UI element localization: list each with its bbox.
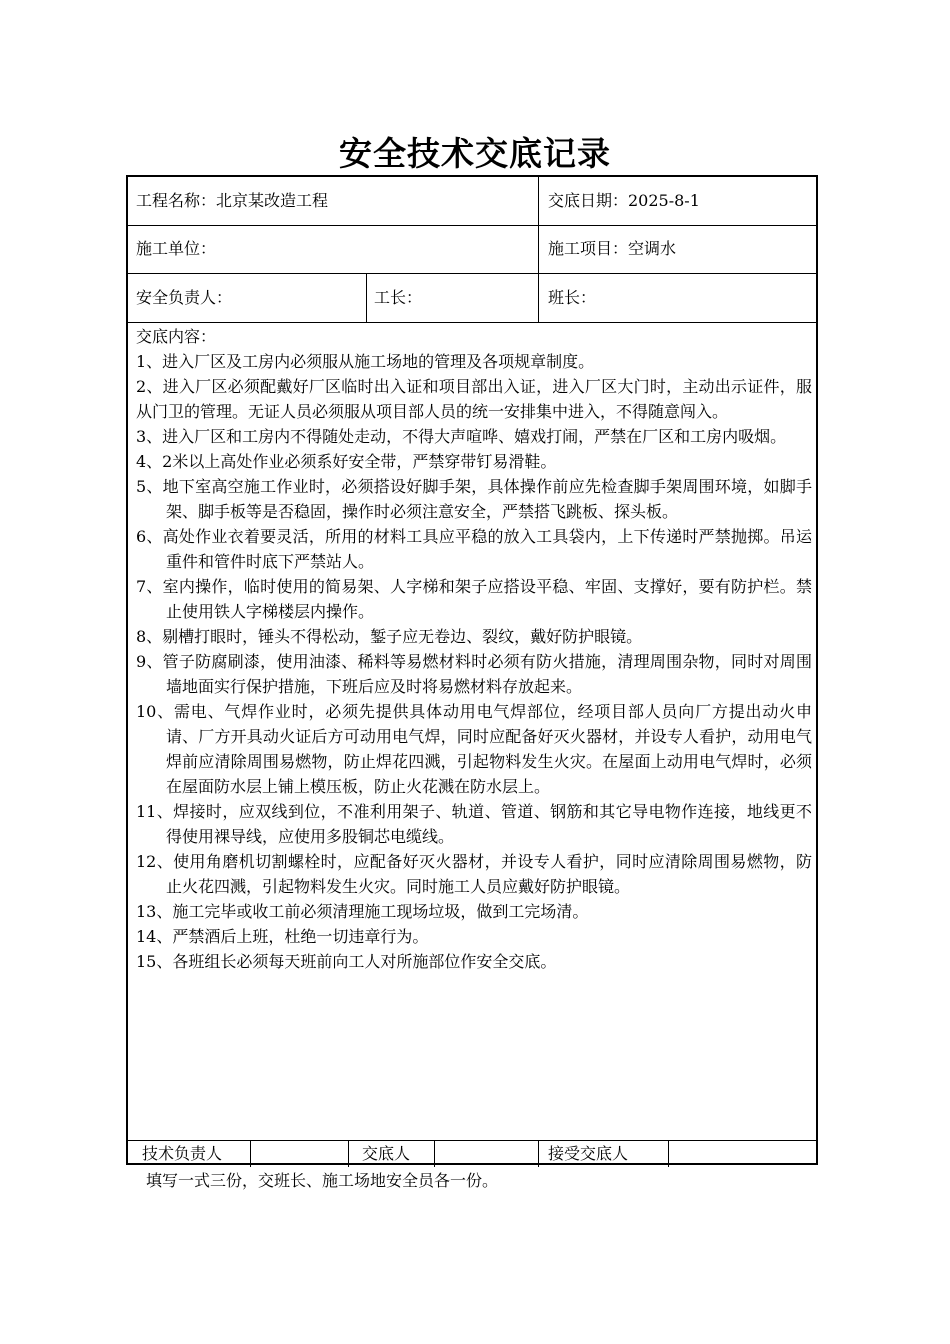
list-item: 9、管子防腐刷漆，使用油漆、稀料等易燃材料时必须有防火措施，清理周围杂物，同时对周围墙地面实行保护措施，下班后应及时将易燃材料存放起来。 (136, 652, 812, 696)
content-heading: 交底内容： (136, 327, 217, 346)
list-item: 13、施工完毕或收工前必须清理施工现场垃圾，做到工完场清。 (136, 902, 589, 921)
list-item: 1、进入厂区及工房内必须服从施工场地的管理及各项规章制度。 (136, 352, 595, 371)
list-item: 2、进入厂区必须配戴好厂区临时出入证和项目部出入证，进入厂区大门时，主动出示证件，服从门卫的管理。无证人员必须服从项目部人员的统一安排集中进入，不得随意闯入。 (136, 377, 812, 421)
row-divider (128, 225, 816, 226)
list-item: 5、地下室高空施工作业时，必须搭设好脚手架，具体操作前应先检查脚手架周围环境，如脚手架、脚手板等是否稳固，操作时必须注意安全，严禁搭飞跳板、探头板。 (136, 477, 812, 521)
page-title: 安全技术交底记录 (339, 134, 611, 173)
col-divider (348, 1140, 349, 1167)
col-divider (538, 177, 539, 322)
unit-field: 施工单位： (136, 239, 217, 258)
list-item: 3、进入厂区和工房内不得随处走动，不得大声喧哗、嬉戏打闹，严禁在厂区和工房内吸烟。 (136, 427, 787, 446)
list-item: 4、2米以上高处作业必须系好安全带，严禁穿带钉易滑鞋。 (136, 452, 557, 471)
row-divider (128, 1140, 816, 1141)
col-divider (434, 1140, 435, 1167)
list-item: 7、室内操作，临时使用的简易架、人字梯和架子应搭设平稳、牢固、支撑好，要有防护栏。禁止使用铁人字梯楼层内操作。 (136, 577, 812, 621)
list-item: 6、高处作业衣着要灵活，所用的材料工具应平稳的放入工具袋内，上下传递时严禁抛掷。吊运重件和管件时底下严禁站人。 (136, 527, 812, 571)
receiver-label: 接受交底人 (548, 1144, 629, 1163)
row-divider (128, 273, 816, 274)
list-item: 11、焊接时，应双线到位，不准利用架子、轨道、管道、钢筋和其它导电物作连接，地线更不得使用裸导线，应使用多股铜芯电缆线。 (136, 802, 812, 846)
foreman-field: 工长： (374, 288, 423, 307)
date-field: 交底日期：2025-8-1 (548, 191, 700, 210)
safety-lead-field: 安全负责人： (136, 288, 233, 307)
item-field: 施工项目：空调水 (548, 239, 677, 258)
briefer-label: 交底人 (362, 1144, 411, 1163)
team-lead-field: 班长： (548, 288, 597, 307)
col-divider (538, 1140, 539, 1167)
list-item: 14、严禁酒后上班，杜绝一切违章行为。 (136, 927, 429, 946)
briefing-content (136, 324, 812, 974)
list-item: 8、剔槽打眼时，锤头不得松动，錾子应无卷边、裂纹，戴好防护眼镜。 (136, 627, 643, 646)
row-divider (128, 322, 816, 323)
footnote: 填写一式三份，交班长、施工场地安全员各一份。 (146, 1171, 499, 1190)
tech-lead-label: 技术负责人 (142, 1144, 223, 1163)
list-item: 15、各班组长必须每天班前向工人对所施部位作安全交底。 (136, 952, 557, 971)
list-item: 12、使用角磨机切割螺栓时，应配备好灭火器材，并设专人看护，同时应清除周围易燃物，防止火花四溅，引起物料发生火灾。同时施工人员应戴好防护眼镜。 (136, 852, 812, 896)
col-divider (668, 1140, 669, 1167)
record-table (126, 175, 818, 1165)
col-divider (250, 1140, 251, 1167)
col-divider (366, 273, 367, 322)
project-name-field: 工程名称：北京某改造工程 (136, 191, 329, 210)
list-item: 10、需电、气焊作业时，必须先提供具体动用电气焊部位，经项目部人员向厂方提出动火申请、厂方开具动火证后方可动用电气焊，同时应配备好灭火器材，并设专人看护，动用电气焊前应清除周围易燃物，防止焊花四溅，引起物料发生火灾。在屋面上动用电气焊时，必须在屋面防水层上铺上模压板，防止火花溅在防水层上。 (136, 702, 812, 796)
